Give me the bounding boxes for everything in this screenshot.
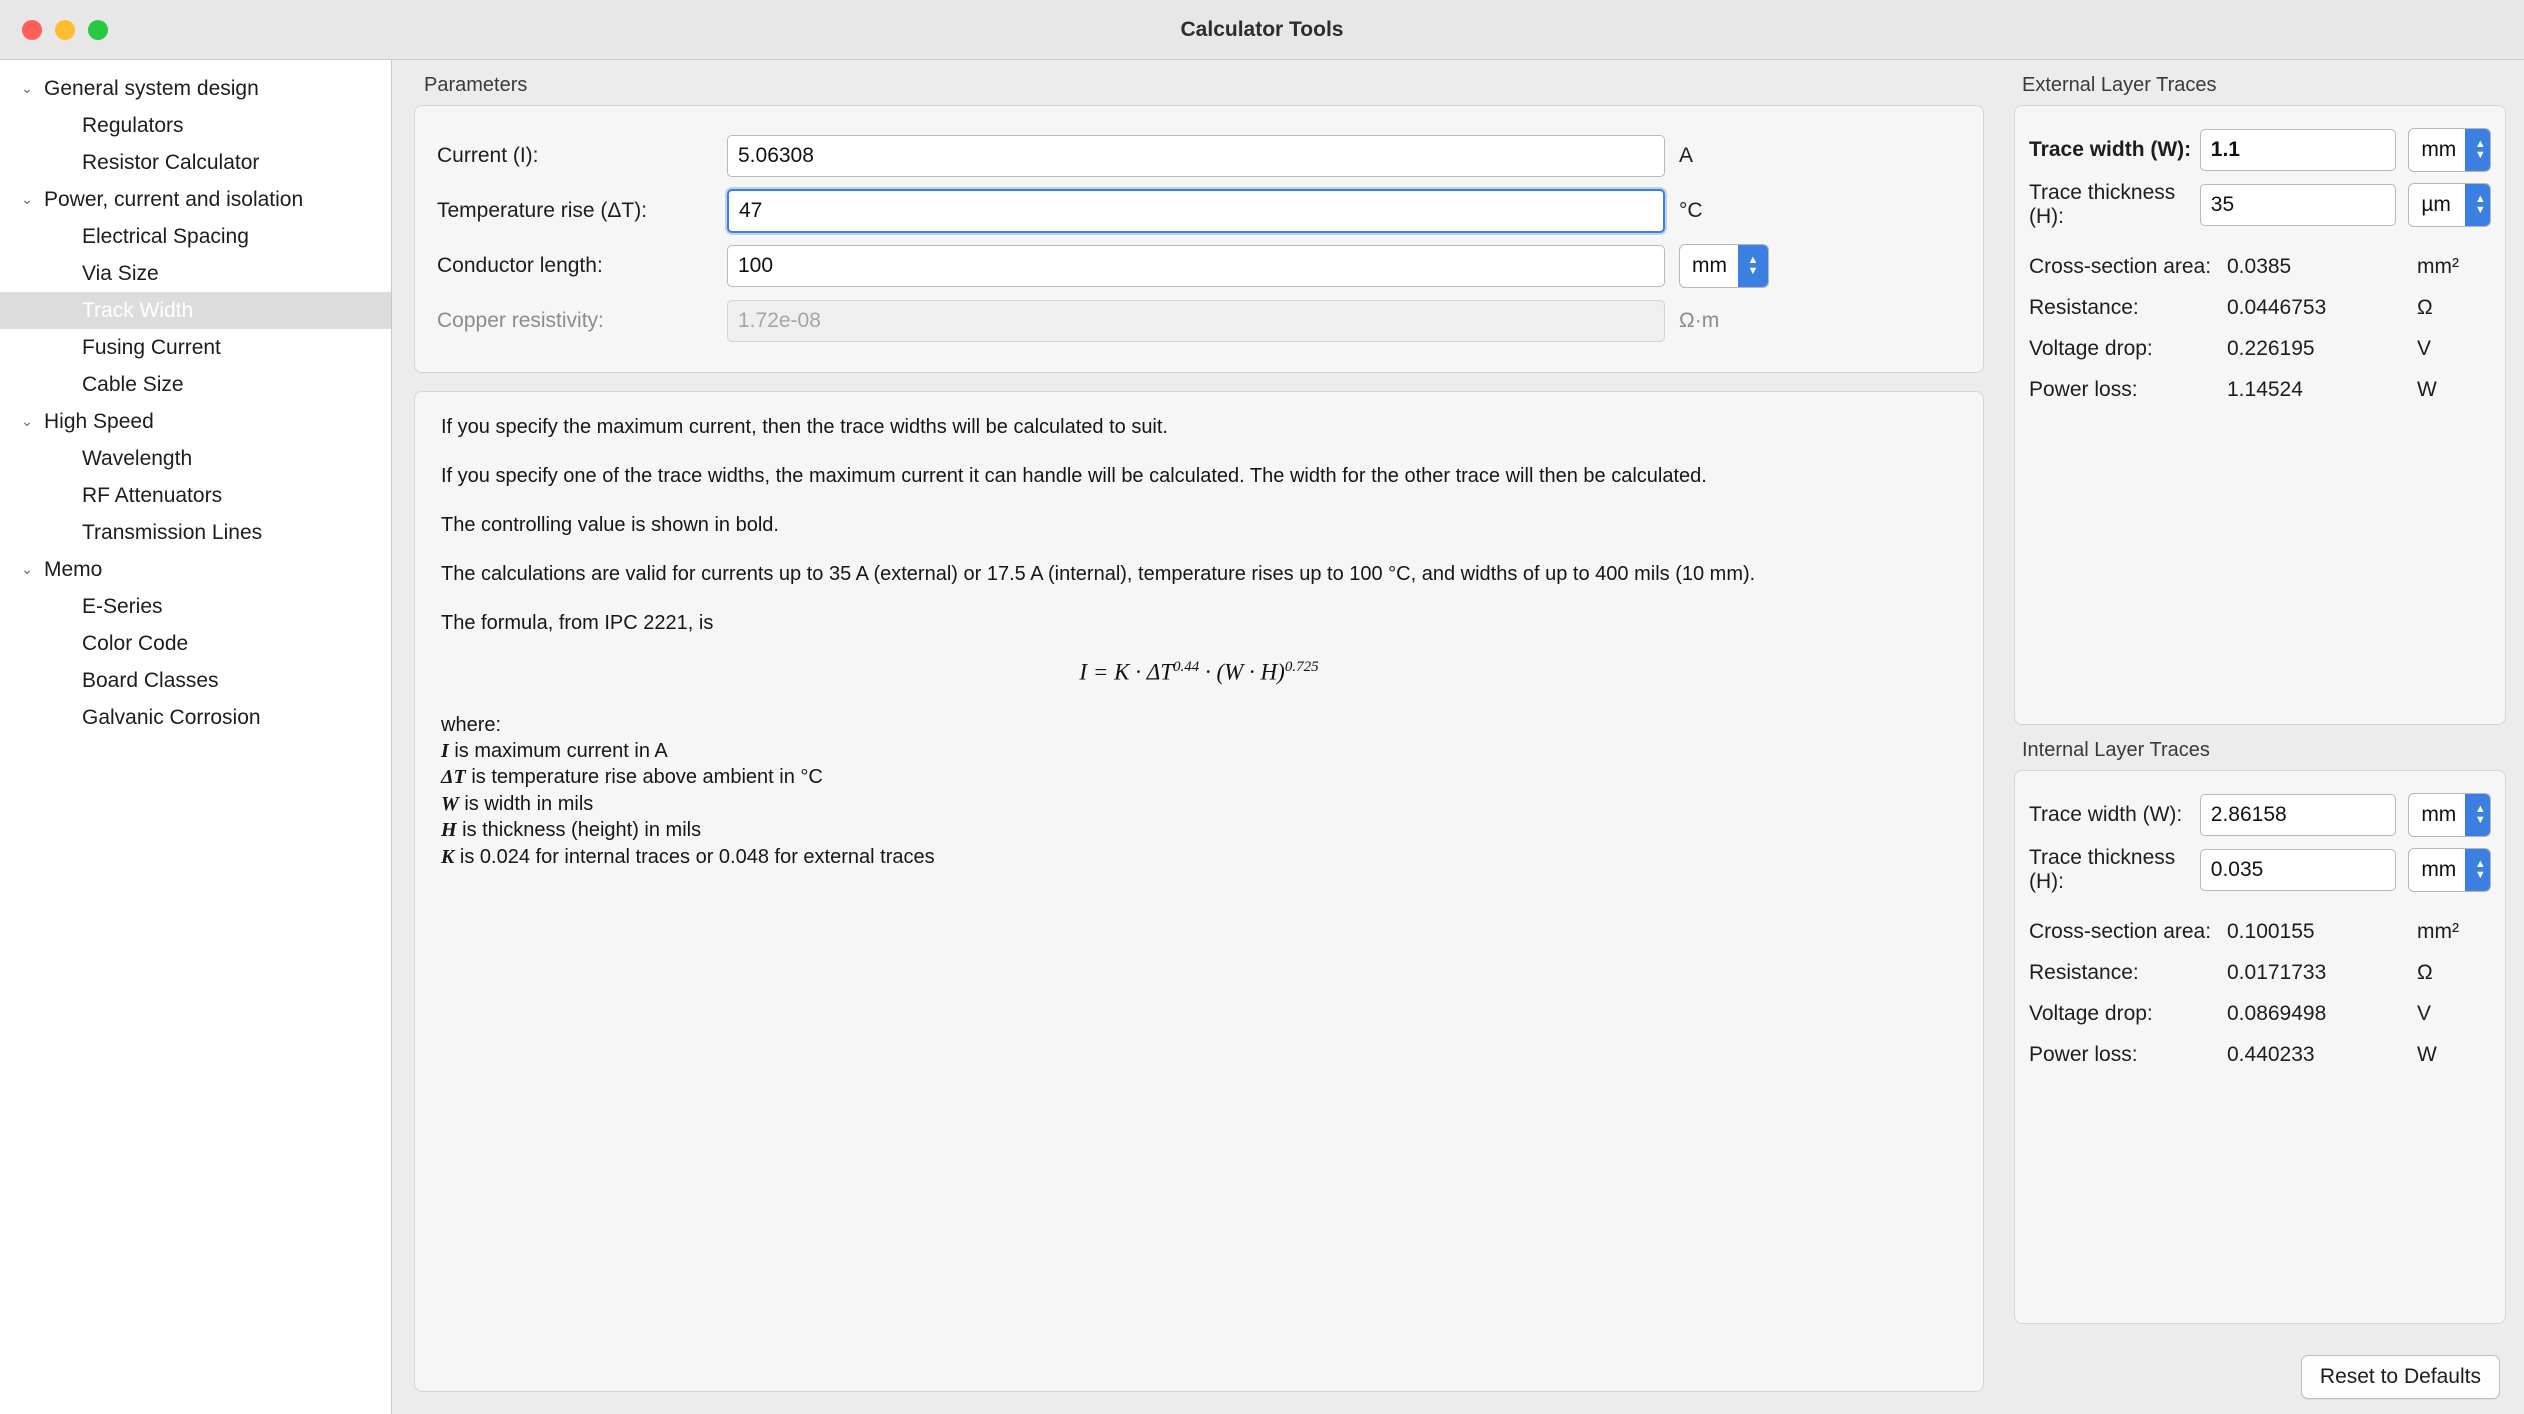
chevron-down-icon[interactable]: ⌄ — [21, 561, 33, 577]
sidebar-item-label: Wavelength — [82, 446, 193, 470]
external-trace-width-unit-select[interactable] — [2408, 128, 2491, 172]
result-unit: V — [2417, 1001, 2432, 1025]
footer-bar — [2014, 1340, 2506, 1414]
result-row — [2029, 246, 2491, 287]
result-label: Voltage drop: — [2029, 1001, 2153, 1025]
result-value: 1.14524 — [2227, 377, 2303, 401]
navigation-tree[interactable] — [0, 70, 391, 736]
formula-symbol: K — [441, 845, 455, 868]
internal-trace-width-row — [2029, 787, 2491, 842]
ipc-formula — [441, 659, 1957, 686]
result-row — [2029, 369, 2491, 410]
sidebar-item-label: RF Attenuators — [82, 483, 223, 507]
sidebar-item-high-speed[interactable] — [0, 403, 391, 440]
formula-definition — [441, 738, 1957, 764]
result-label: Power loss: — [2029, 1042, 2138, 1066]
copper-resistivity-input[interactable]: 1.72e-08 — [727, 300, 1665, 342]
navigation-sidebar[interactable] — [0, 60, 392, 1414]
formula-symbol-text: is 0.024 for internal traces or 0.048 for external traces — [459, 845, 935, 868]
reset-to-defaults-button[interactable]: Reset to Defaults — [2301, 1355, 2500, 1399]
formula-definition — [441, 791, 1957, 817]
internal-trace-thickness-label: Trace thickness (H): — [2029, 845, 2176, 893]
result-row — [2029, 1034, 2491, 1075]
result-label: Resistance: — [2029, 295, 2139, 319]
result-label: Resistance: — [2029, 960, 2139, 984]
chevron-down-icon[interactable]: ⌄ — [21, 413, 33, 429]
sidebar-item-label: Galvanic Corrosion — [82, 705, 261, 729]
result-unit: Ω — [2417, 960, 2433, 984]
result-unit: W — [2417, 1042, 2437, 1066]
result-row — [2029, 287, 2491, 328]
chevron-down-icon[interactable]: ⌄ — [21, 80, 33, 96]
formula-definition — [441, 764, 1957, 790]
result-row — [2029, 911, 2491, 952]
result-value: 0.0385 — [2227, 254, 2292, 278]
sidebar-item-label: Fusing Current — [82, 335, 221, 359]
sidebar-item-label: High Speed — [44, 409, 154, 433]
sidebar-item-track-width[interactable] — [0, 292, 391, 329]
result-value: 0.440233 — [2227, 1042, 2315, 1066]
result-value: 0.0869498 — [2227, 1001, 2327, 1025]
sidebar-item-e-series[interactable] — [0, 588, 391, 625]
sidebar-item-power-current-and-isolation[interactable] — [0, 181, 391, 218]
internal-trace-width-unit-value: mm — [2421, 802, 2457, 826]
internal-layer-panel — [2014, 770, 2506, 1324]
sidebar-item-label: Via Size — [82, 261, 159, 285]
result-value: 0.226195 — [2227, 336, 2315, 360]
window-body — [0, 60, 2524, 1414]
formula-symbol-text: is temperature rise above ambient in °C — [471, 766, 823, 789]
result-unit: V — [2417, 336, 2432, 360]
center-column — [392, 60, 2004, 1414]
external-trace-width-row — [2029, 122, 2491, 177]
current-label: Current (I): — [437, 143, 539, 167]
current-unit: A — [1679, 143, 1694, 167]
chevron-updown-icon[interactable]: ▲ ▼ — [2465, 184, 2491, 226]
result-unit: W — [2417, 377, 2437, 401]
sidebar-item-memo[interactable] — [0, 551, 391, 588]
result-row — [2029, 993, 2491, 1034]
formula-legend — [441, 712, 1957, 870]
internal-trace-thickness-unit-value: mm — [2421, 857, 2457, 881]
sidebar-item-regulators[interactable] — [0, 107, 391, 144]
internal-results-list — [2029, 911, 2491, 1075]
sidebar-item-label: E-Series — [82, 594, 163, 618]
external-trace-thickness-unit-value: µm — [2421, 192, 2451, 216]
chevron-down-icon[interactable]: ⌄ — [21, 191, 33, 207]
formula-symbol: W — [441, 792, 459, 815]
temperature-rise-label: Temperature rise (ΔT): — [437, 198, 648, 222]
current-input[interactable]: 5.06308 — [727, 135, 1665, 177]
formula-symbol-definitions — [441, 738, 1957, 870]
conductor-length-row — [437, 238, 1965, 293]
sidebar-item-resistor-calculator[interactable] — [0, 144, 391, 181]
copper-resistivity-label: Copper resistivity: — [437, 308, 604, 332]
conductor-length-input[interactable]: 100 — [727, 245, 1665, 287]
help-paragraph-2: If you specify one of the trace widths, the maximum current it can handle will be calculated. The width for the other trace will then be calculated. — [441, 465, 1707, 487]
sidebar-item-color-code[interactable] — [0, 625, 391, 662]
formula-definition — [441, 844, 1957, 870]
result-value: 0.100155 — [2227, 919, 2315, 943]
result-label: Cross-section area: — [2029, 919, 2212, 943]
sidebar-item-label: Track Width — [82, 298, 194, 322]
result-unit: mm² — [2417, 919, 2459, 943]
sidebar-item-label: Regulators — [82, 113, 184, 137]
help-paragraph-4: The calculations are valid for currents up to 35 A (external) or 17.5 A (internal), temperature rises up to 100 °C, and widths of up to 400 mils (10 mm). — [441, 563, 1756, 585]
parameters-panel — [414, 105, 1984, 373]
conductor-length-label: Conductor length: — [437, 253, 603, 277]
sidebar-item-via-size[interactable] — [0, 255, 391, 292]
result-value: 0.0171733 — [2227, 960, 2327, 984]
sidebar-item-label: Color Code — [82, 631, 189, 655]
help-paragraph-5: The formula, from IPC 2221, is — [441, 612, 714, 634]
title-bar — [0, 0, 2524, 60]
help-text-panel — [414, 391, 1984, 1392]
copper-resistivity-unit: Ω·m — [1679, 308, 1720, 332]
sidebar-item-label: General system design — [44, 76, 259, 100]
sidebar-item-general-system-design[interactable] — [0, 70, 391, 107]
formula-symbol-text: is thickness (height) in mils — [462, 819, 702, 842]
sidebar-item-label: Resistor Calculator — [82, 150, 260, 174]
sidebar-item-cable-size[interactable] — [0, 366, 391, 403]
chevron-updown-icon[interactable]: ▲ ▼ — [1738, 245, 1768, 287]
copper-resistivity-row — [437, 293, 1965, 348]
internal-layer-group-label: Internal Layer Traces — [2022, 739, 2210, 761]
formula-symbol: I — [441, 740, 449, 763]
window-title: Calculator Tools — [1180, 17, 1344, 41]
chevron-updown-icon[interactable]: ▲ ▼ — [2465, 129, 2491, 171]
sidebar-item-transmission-lines[interactable] — [0, 514, 391, 551]
external-layer-panel — [2014, 105, 2506, 725]
sidebar-item-rf-attenuators[interactable] — [0, 477, 391, 514]
result-unit: mm² — [2417, 254, 2459, 278]
where-label: where: — [441, 713, 502, 736]
external-results-list — [2029, 246, 2491, 410]
external-layer-group-label: External Layer Traces — [2022, 74, 2217, 96]
internal-trace-width-input[interactable]: 2.86158 — [2200, 794, 2397, 836]
external-trace-thickness-input[interactable]: 35 — [2200, 184, 2397, 226]
formula-exp-a: 0.44 — [1172, 659, 1200, 675]
internal-trace-thickness-input[interactable]: 0.035 — [2200, 849, 2397, 891]
formula-part-a: I = K · ΔT — [1079, 659, 1173, 685]
sidebar-item-wavelength[interactable] — [0, 440, 391, 477]
help-paragraph-1: If you specify the maximum current, then the trace widths will be calculated to suit. — [441, 416, 1168, 438]
result-value: 0.0446753 — [2227, 295, 2327, 319]
internal-trace-thickness-row — [2029, 842, 2491, 897]
temperature-rise-unit: °C — [1679, 198, 1703, 222]
external-trace-thickness-unit-select[interactable] — [2408, 183, 2491, 227]
sidebar-item-label: Memo — [44, 557, 103, 581]
temperature-rise-input[interactable]: 47 — [727, 189, 1665, 233]
right-column — [2004, 60, 2524, 1414]
sidebar-item-label: Board Classes — [82, 668, 219, 692]
chevron-updown-icon[interactable]: ▲ ▼ — [2465, 849, 2491, 891]
internal-trace-width-unit-select[interactable] — [2408, 793, 2491, 837]
temperature-rise-row — [437, 183, 1965, 238]
sidebar-item-label: Transmission Lines — [82, 520, 263, 544]
formula-definition — [441, 817, 1957, 843]
conductor-length-unit-value: mm — [1692, 253, 1727, 277]
external-trace-width-input[interactable]: 1.1 — [2200, 129, 2397, 171]
formula-exp-b: 0.725 — [1284, 659, 1319, 675]
sidebar-item-fusing-current[interactable] — [0, 329, 391, 366]
formula-symbol: H — [441, 819, 457, 842]
external-trace-thickness-label: Trace thickness (H): — [2029, 180, 2176, 228]
conductor-length-unit-select[interactable] — [1679, 244, 1769, 288]
formula-symbol-text: is maximum current in A — [454, 740, 668, 763]
result-label: Power loss: — [2029, 377, 2138, 401]
internal-trace-width-label: Trace width (W): — [2029, 802, 2183, 826]
parameters-group-label: Parameters — [424, 74, 528, 96]
sidebar-item-label: Cable Size — [82, 372, 184, 396]
formula-symbol-text: is width in mils — [464, 792, 594, 815]
result-label: Voltage drop: — [2029, 336, 2153, 360]
sidebar-item-galvanic-corrosion[interactable] — [0, 699, 391, 736]
sidebar-item-electrical-spacing[interactable] — [0, 218, 391, 255]
current-row — [437, 128, 1965, 183]
external-trace-width-unit-value: mm — [2421, 137, 2457, 161]
sidebar-item-board-classes[interactable] — [0, 662, 391, 699]
external-trace-thickness-row — [2029, 177, 2491, 232]
internal-trace-thickness-unit-select[interactable] — [2408, 848, 2491, 892]
sidebar-item-label: Electrical Spacing — [82, 224, 249, 248]
external-trace-width-label: Trace width (W): — [2029, 137, 2192, 161]
formula-part-b: · (W · H) — [1199, 659, 1285, 685]
result-row — [2029, 952, 2491, 993]
formula-symbol: ΔT — [441, 766, 466, 789]
result-row — [2029, 328, 2491, 369]
help-paragraph-3: The controlling value is shown in bold. — [441, 514, 779, 536]
result-unit: Ω — [2417, 295, 2433, 319]
sidebar-item-label: Power, current and isolation — [44, 187, 304, 211]
result-label: Cross-section area: — [2029, 254, 2212, 278]
chevron-updown-icon[interactable]: ▲ ▼ — [2465, 794, 2491, 836]
